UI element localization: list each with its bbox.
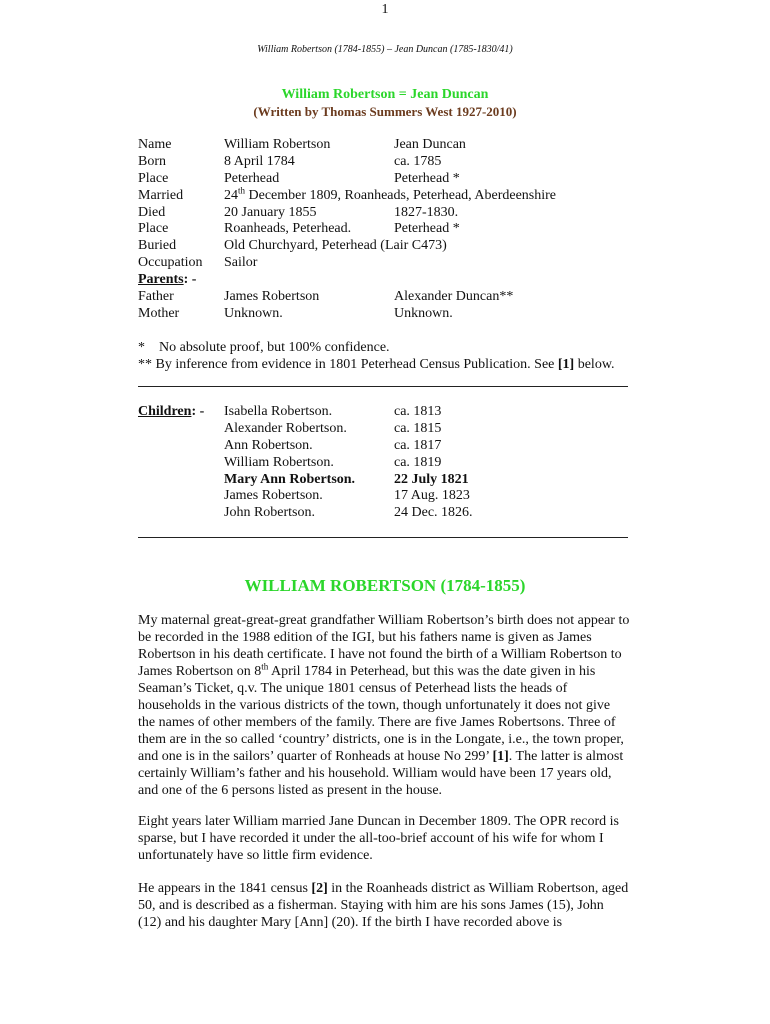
child-name: Isabella Robertson. bbox=[224, 404, 333, 419]
married-day-suffix: th bbox=[238, 185, 246, 196]
child-date: 22 July 1821 bbox=[394, 471, 469, 487]
parents-suffix: : - bbox=[183, 272, 197, 288]
note-inference bbox=[138, 356, 615, 373]
note-inference-text: ** By inference from evidence in 1801 Peterhead Census Publication. See bbox=[138, 357, 558, 372]
footnotes bbox=[138, 339, 615, 373]
child-name: Alexander Robertson. bbox=[224, 420, 347, 436]
fact-label: Occupation bbox=[138, 255, 203, 271]
note-confidence: * No absolute proof, but 100% confidence. bbox=[138, 340, 390, 355]
fact-wife: Peterhead * bbox=[394, 221, 460, 237]
child-name: Mary Ann Robertson. bbox=[224, 471, 356, 487]
child-name: James Robertson. bbox=[224, 488, 323, 504]
reference-1: [1] bbox=[557, 357, 575, 372]
paragraph-text: . The latter is almost certainly William’s father and his household. William would have been 17 years old, and one of the 6 persons listed as present in the house. bbox=[138, 749, 624, 798]
running-header: William Robertson (1784-1855) – Jean Duncan (1785-1830/41) bbox=[257, 44, 513, 55]
paragraph-2 bbox=[138, 813, 630, 864]
fact-husband: 20 January 1855 bbox=[224, 204, 317, 220]
fact-husband: James Robertson bbox=[224, 289, 320, 305]
fact-wife: Peterhead * bbox=[394, 170, 460, 186]
fact-wife: Jean Duncan bbox=[394, 137, 466, 152]
paragraph-text: Eight years later William married Jane Duncan in December 1809. The OPR record is sparse, but I have recorded it under the all-too-brief account of his wife for whom I unfortunately have so little firm evidence. bbox=[138, 814, 619, 863]
fact-husband: Roanheads, Peterhead. bbox=[224, 221, 352, 237]
child-name: William Robertson. bbox=[224, 454, 334, 470]
fact-label: Mother bbox=[138, 305, 180, 321]
fact-label: Born bbox=[138, 153, 166, 169]
fact-wife: Alexander Duncan** bbox=[394, 289, 514, 305]
section-title: WILLIAM ROBERTSON (1784-1855) bbox=[244, 576, 526, 595]
parents-heading bbox=[138, 272, 196, 289]
fact-label: Married bbox=[138, 187, 184, 203]
divider-line bbox=[138, 537, 628, 538]
paragraph-1 bbox=[138, 612, 630, 799]
child-date: ca. 1813 bbox=[394, 404, 442, 419]
children-suffix: : - bbox=[191, 404, 205, 419]
child-date: ca. 1819 bbox=[394, 454, 442, 470]
fact-label: Buried bbox=[138, 238, 177, 254]
reference-2: [2] bbox=[311, 881, 328, 896]
fact-husband: William Robertson bbox=[224, 137, 331, 152]
fact-husband: Unknown. bbox=[224, 305, 283, 321]
fact-wife: 1827-1830. bbox=[394, 204, 459, 220]
parents-label: Parents bbox=[138, 272, 184, 288]
reference-1: [1] bbox=[492, 749, 509, 764]
children-heading bbox=[138, 404, 204, 421]
child-name: Ann Robertson. bbox=[224, 437, 313, 453]
divider-line bbox=[138, 386, 628, 387]
fact-husband: Peterhead bbox=[224, 170, 280, 186]
paragraph-3 bbox=[138, 880, 630, 931]
child-date: 17 Aug. 1823 bbox=[394, 488, 470, 504]
child-date: ca. 1815 bbox=[394, 420, 442, 436]
document-title: William Robertson = Jean Duncan bbox=[281, 87, 489, 102]
fact-label: Name bbox=[138, 137, 172, 152]
child-date: 24 Dec. 1826. bbox=[394, 505, 473, 521]
fact-label: Died bbox=[138, 204, 166, 220]
paragraph-text: My maternal great-great-great grandfather William Robertson’s birth does not appear to be recorded in the 1988 edition of the IGI, but his fathers name is given as James Robertson in his death certificate. I have not found the birth of a William Robertson to James Robertson on 8 bbox=[138, 613, 630, 679]
fact-wife: Unknown. bbox=[394, 305, 453, 321]
child-date: ca. 1817 bbox=[394, 437, 442, 453]
fact-husband: 8 April 1784 bbox=[224, 153, 295, 169]
fact-label: Place bbox=[138, 170, 169, 186]
fact-wife: ca. 1785 bbox=[394, 153, 442, 169]
paragraph-text: He appears in the 1841 census bbox=[138, 881, 312, 896]
ordinal-suffix: th bbox=[261, 661, 269, 672]
married-day: 24 bbox=[224, 187, 238, 203]
fact-value: Old Churchyard, Peterhead (Lair C473) bbox=[224, 238, 447, 254]
paragraph-text: April 1784 in Peterhead, but this was the date given in his Seaman’s Ticket, q.v. The unique 1801 census of Peterhead lists the heads of households in the various districts of the town, though unfortunately it does not give the names of other members of the family. There are five James Robertsons. Three of them are in the so called ‘country’ districts, one is in the Longate, i.e., the town proper, and one is in the sailors’ quarter of Ronheads at house No 299’ bbox=[138, 664, 624, 764]
note-inference-end: below. bbox=[574, 357, 615, 372]
paragraph-text: in the Roanheads district as William Robertson, aged 50, and is described as a fisherman. Staying with him are his sons James (15), John (12) and his daughter Mary [Ann] (20). If the birth I have recorded above is bbox=[138, 881, 629, 930]
fact-married-value bbox=[224, 185, 557, 205]
fact-value: Sailor bbox=[224, 255, 258, 271]
children-label: Children bbox=[138, 404, 192, 419]
fact-label: Father bbox=[138, 289, 174, 305]
child-name: John Robertson. bbox=[224, 505, 315, 521]
document-subtitle: (Written by Thomas Summers West 1927-2010) bbox=[253, 104, 517, 119]
page-number: 1 bbox=[381, 2, 389, 17]
married-rest: December 1809, Roanheads, Peterhead, Aberdeenshire bbox=[245, 187, 557, 203]
fact-label: Place bbox=[138, 221, 169, 237]
